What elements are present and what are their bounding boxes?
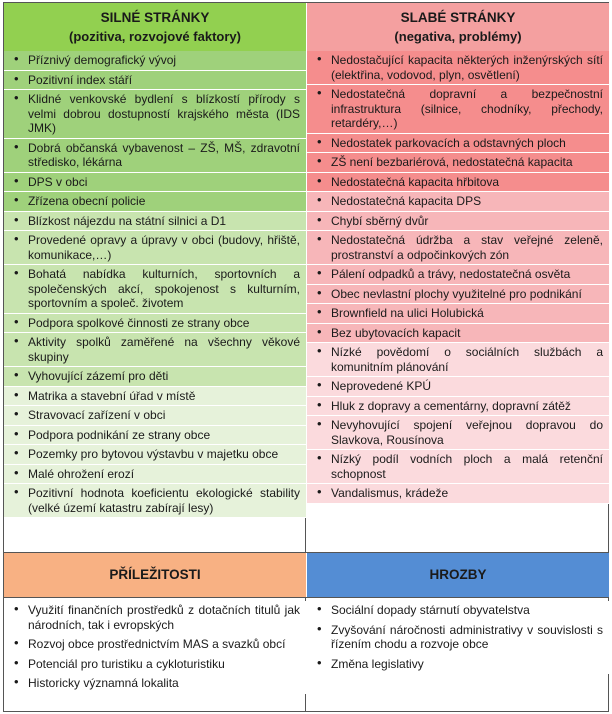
list-item: • Bez ubytovacích kapacit xyxy=(307,324,609,344)
strengths-group-2 xyxy=(4,212,306,387)
strengths-column xyxy=(4,3,306,552)
list-item: • Podpora spolkové činnosti ze strany obce xyxy=(4,314,306,334)
weaknesses-header xyxy=(307,3,609,51)
list-item: • Nedostatečná kapacita hřbitova xyxy=(307,173,609,193)
list-item: • Sociální dopady stárnutí obyvatelstva xyxy=(307,601,609,621)
threats-title: HROZBY xyxy=(429,567,487,582)
threats-header xyxy=(307,553,609,597)
strengths-subtitle: (pozitiva, rozvojové faktory) xyxy=(69,29,241,44)
opportunities-header xyxy=(4,553,306,597)
swot-table xyxy=(3,2,609,712)
list-item: • Klidné venkovské bydlení s blízkostí přírody s velmi dobrou dostupností krajského města (IDS JMK) xyxy=(4,90,306,139)
list-item: • Blízkost nájezdu na státní silnici a D1 xyxy=(4,212,306,232)
list-item: • Vyhovující zázemí pro děti xyxy=(4,367,306,387)
weaknesses-group-2 xyxy=(307,192,609,343)
opportunities-title: PŘÍLEŽITOSTI xyxy=(109,567,201,582)
list-item: • Aktivity spolků zaměřené na všechny věkové skupiny xyxy=(4,333,306,367)
list-item: • Nedostačující kapacita některých inženýrských sítí (elektřina, vodovod, plyn, osvětlení) xyxy=(307,51,609,85)
strengths-header xyxy=(4,3,306,51)
opportunities-column xyxy=(4,553,306,694)
list-item: • Podpora podnikání ze strany obce xyxy=(4,426,306,446)
list-item: • Dobrá občanská vybavenost – ZŠ, MŠ, zdravotní středisko, lékárna xyxy=(4,139,306,173)
list-item: • Pálení odpadků a trávy, nedostatečná osvěta xyxy=(307,265,609,285)
list-item: • Nedostatečná kapacita DPS xyxy=(307,192,609,212)
list-item: • Vandalismus, krádeže xyxy=(307,484,609,504)
list-item: • Pozitivní hodnota koeficientu ekologické stability (velké území katastru zabírají lesy) xyxy=(4,484,306,518)
list-item: • DPS v obci xyxy=(4,173,306,193)
list-item: • Pozemky pro bytovou výstavbu v majetku obce xyxy=(4,445,306,465)
list-item: • Hluk z dopravy a cementárny, dopravní zátěž xyxy=(307,397,609,417)
list-item: • Neprovedené KPÚ xyxy=(307,377,609,397)
list-item: • Brownfield na ulici Holubická xyxy=(307,304,609,324)
list-item: • Nevyhovující spojení veřejnou dopravou do Slavkova, Rousínova xyxy=(307,416,609,450)
threats-list xyxy=(307,597,609,674)
opportunities-list xyxy=(4,597,306,694)
list-item: • Stravovací zařízení v obci xyxy=(4,406,306,426)
strengths-title: SILNÉ STRÁNKY xyxy=(100,10,210,25)
list-item: • Zřízena obecní policie xyxy=(4,192,306,212)
list-item: • Nedostatečná dopravní a bezpečnostní infrastruktura (silnice, chodníky, přechody, retardéry,…) xyxy=(307,85,609,134)
list-item: • Nedostatečná údržba a stav veřejné zeleně, prostranství a odpočinkových zón xyxy=(307,231,609,265)
list-item: • Rozvoj obce prostřednictvím MAS a svazků obcí xyxy=(4,635,306,655)
weaknesses-group-1 xyxy=(307,51,609,192)
strengths-group-1 xyxy=(4,51,306,212)
list-item: • Bohatá nabídka kulturních, sportovních a společenských akcí, spokojenost s kulturním, sportovním a společ. životem xyxy=(4,265,306,314)
list-item: • Nízké povědomí o sociálních službách a komunitním plánování xyxy=(307,343,609,377)
list-item: • Nedostatek parkovacích a odstavných ploch xyxy=(307,134,609,154)
list-item: • Příznivý demografický vývoj xyxy=(4,51,306,71)
weaknesses-group-3 xyxy=(307,343,609,504)
list-item: • Matrika a stavební úřad v místě xyxy=(4,387,306,407)
list-item: • Zvyšování náročnosti administrativy v souvislosti s řízením chodu a rozvoje obce xyxy=(307,621,609,655)
weaknesses-title: SLABÉ STRÁNKY xyxy=(400,10,516,25)
list-item: • Nízký podíl vodních ploch a malá retenční schopnost xyxy=(307,450,609,484)
list-item: • Využití finančních prostředků z dotačních titulů jak národních, tak i evropských xyxy=(4,601,306,635)
list-item: • Změna legislativy xyxy=(307,655,609,675)
list-item: • Historicky významná lokalita xyxy=(4,674,306,694)
list-item: • ZŠ není bezbariérová, nedostatečná kapacita xyxy=(307,153,609,173)
weaknesses-subtitle: (negativa, problémy) xyxy=(394,29,522,44)
list-item: • Provedené opravy a úpravy v obci (budovy, hřiště, komunikace,…) xyxy=(4,231,306,265)
threats-column xyxy=(307,553,609,674)
list-item: • Chybí sběrný dvůr xyxy=(307,212,609,232)
list-item: • Potenciál pro turistiku a cykloturistiku xyxy=(4,655,306,675)
list-item: • Malé ohrožení erozí xyxy=(4,465,306,485)
weaknesses-column xyxy=(307,3,609,552)
list-item: • Pozitivní index stáří xyxy=(4,71,306,91)
list-item: • Obec nevlastní plochy využitelné pro podnikání xyxy=(307,285,609,305)
strengths-group-3 xyxy=(4,387,306,519)
